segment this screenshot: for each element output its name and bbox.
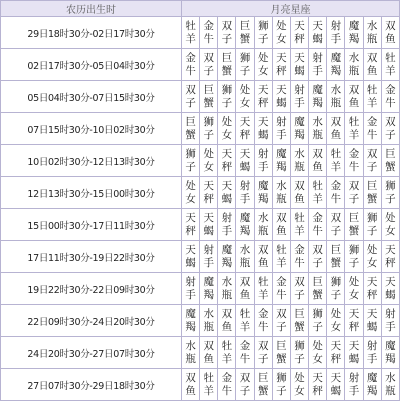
moon-sign-cell: 水 瓶 xyxy=(363,17,381,49)
moon-sign-cell: 双 子 xyxy=(381,113,399,145)
birth-time-range: 10日02时30分-12日13时30分 xyxy=(1,145,182,177)
moon-sign-cell: 处 女 xyxy=(200,145,218,177)
moon-sign-cell: 牡 羊 xyxy=(236,305,254,337)
moon-sign-cell: 天 秤 xyxy=(236,113,254,145)
moon-sign-cell: 双 子 xyxy=(327,209,345,241)
moon-sign-cell: 巨 蟹 xyxy=(381,145,399,177)
moon-sign-cell: 双 子 xyxy=(236,369,254,401)
table-row xyxy=(1,113,400,145)
moon-sign-cell: 射 手 xyxy=(272,113,290,145)
moon-sign-cell: 天 蝎 xyxy=(290,49,308,81)
birth-time-range: 27日07时30分-29日18时30分 xyxy=(1,369,182,401)
birth-time-range: 02日17时30分-05日04时30分 xyxy=(1,49,182,81)
moon-sign-cell: 巨 蟹 xyxy=(254,369,272,401)
moon-sign-cell: 天 秤 xyxy=(290,17,308,49)
moon-sign-cell: 魔 羯 xyxy=(182,305,200,337)
moon-sign-cell: 金 牛 xyxy=(381,81,399,113)
moon-sign-cell: 魔 羯 xyxy=(381,337,399,369)
moon-sign-cell: 牡 羊 xyxy=(272,241,290,273)
moon-sign-cell: 处 女 xyxy=(363,241,381,273)
moon-sign-cell: 天 蝎 xyxy=(218,177,236,209)
moon-sign-cell: 金 牛 xyxy=(327,177,345,209)
moon-sign-cell: 牡 羊 xyxy=(182,17,200,49)
moon-sign-cell: 双 鱼 xyxy=(182,369,200,401)
moon-sign-cell: 双 鱼 xyxy=(381,17,399,49)
moon-sign-cell: 牡 羊 xyxy=(200,369,218,401)
moon-sign-cell: 水 瓶 xyxy=(254,209,272,241)
moon-sign-cell: 金 牛 xyxy=(309,209,327,241)
moon-sign-cell: 水 瓶 xyxy=(345,49,363,81)
moon-sign-cell: 射 手 xyxy=(381,305,399,337)
moon-sign-cell: 牡 羊 xyxy=(254,273,272,305)
moon-sign-cell: 双 子 xyxy=(272,305,290,337)
moon-sign-cell: 处 女 xyxy=(182,177,200,209)
moon-sign-cell: 水 瓶 xyxy=(200,305,218,337)
table-row xyxy=(1,209,400,241)
moon-sign-cell: 牡 羊 xyxy=(363,81,381,113)
moon-sign-cell: 牡 羊 xyxy=(345,113,363,145)
moon-sign-cell: 金 牛 xyxy=(254,305,272,337)
moon-sign-cell: 天 秤 xyxy=(309,369,327,401)
moon-sign-cell: 射 手 xyxy=(218,209,236,241)
birth-time-range: 22日09时30分-24日20时30分 xyxy=(1,305,182,337)
table-row xyxy=(1,145,400,177)
moon-sign-cell: 狮 子 xyxy=(200,113,218,145)
moon-sign-cell: 水 瓶 xyxy=(327,81,345,113)
birth-time-range: 07日15时30分-10日02时30分 xyxy=(1,113,182,145)
table-row xyxy=(1,273,400,305)
birth-time-range: 24日20时30分-27日07时30分 xyxy=(1,337,182,369)
moon-sign-cell: 金 牛 xyxy=(218,369,236,401)
moon-sign-cell: 射 手 xyxy=(254,145,272,177)
moon-sign-cell: 魔 羯 xyxy=(290,113,308,145)
moon-sign-cell: 双 鱼 xyxy=(236,273,254,305)
moon-sign-cell: 牡 羊 xyxy=(290,209,308,241)
moon-sign-cell: 魔 羯 xyxy=(200,273,218,305)
birth-time-range: 29日18时30分-02日17时30分 xyxy=(1,17,182,49)
moon-sign-cell: 天 秤 xyxy=(218,145,236,177)
moon-sign-cell: 魔 羯 xyxy=(345,17,363,49)
moon-sign-cell: 金 牛 xyxy=(200,17,218,49)
moon-sign-cell: 水 瓶 xyxy=(381,369,399,401)
moon-sign-cell: 双 子 xyxy=(345,177,363,209)
moon-sign-cell: 双 子 xyxy=(254,337,272,369)
table-body xyxy=(1,17,400,401)
moon-sign-cell: 牡 羊 xyxy=(381,49,399,81)
moon-sign-cell: 金 牛 xyxy=(182,49,200,81)
moon-sign-cell: 双 鱼 xyxy=(327,113,345,145)
moon-sign-cell: 双 子 xyxy=(309,241,327,273)
table-row xyxy=(1,81,400,113)
moon-sign-cell: 双 鱼 xyxy=(309,145,327,177)
header-row xyxy=(1,1,400,17)
moon-sign-cell: 双 子 xyxy=(363,145,381,177)
moon-sign-cell: 牡 羊 xyxy=(309,177,327,209)
moon-sign-cell: 天 蝎 xyxy=(363,305,381,337)
moon-sign-cell: 狮 子 xyxy=(254,17,272,49)
moon-sign-cell: 天 秤 xyxy=(254,81,272,113)
moon-sign-cell: 双 子 xyxy=(290,273,308,305)
moon-sign-cell: 天 蝎 xyxy=(345,337,363,369)
moon-sign-cell: 射 手 xyxy=(290,81,308,113)
moon-sign-cell: 天 蝎 xyxy=(236,145,254,177)
moon-sign-cell: 射 手 xyxy=(363,337,381,369)
birth-time-range: 17日11时30分-19日22时30分 xyxy=(1,241,182,273)
moon-sign-cell: 水 瓶 xyxy=(236,241,254,273)
moon-sign-cell: 金 牛 xyxy=(272,273,290,305)
moon-sign-cell: 处 女 xyxy=(327,305,345,337)
moon-sign-cell: 处 女 xyxy=(309,337,327,369)
table-row xyxy=(1,49,400,81)
moon-sign-cell: 金 牛 xyxy=(290,241,308,273)
moon-sign-cell: 狮 子 xyxy=(290,337,308,369)
moon-sign-cell: 天 蝎 xyxy=(381,273,399,305)
moon-sign-cell: 天 蝎 xyxy=(272,81,290,113)
moon-sign-cell: 处 女 xyxy=(290,369,308,401)
moon-sign-cell: 水 瓶 xyxy=(309,113,327,145)
moon-sign-cell: 双 鱼 xyxy=(200,337,218,369)
moon-sign-cell: 射 手 xyxy=(200,241,218,273)
birth-time-range: 19日22时30分-22日09时30分 xyxy=(1,273,182,305)
moon-sign-cell: 天 秤 xyxy=(327,337,345,369)
moon-sign-cell: 狮 子 xyxy=(272,369,290,401)
moon-sign-cell: 狮 子 xyxy=(236,49,254,81)
moon-sign-cell: 射 手 xyxy=(182,273,200,305)
moon-sign-cell: 魔 羯 xyxy=(272,145,290,177)
moon-sign-cell: 天 秤 xyxy=(381,241,399,273)
birth-time-range: 05日04时30分-07日15时30分 xyxy=(1,81,182,113)
table-row xyxy=(1,241,400,273)
birth-time-range: 12日13时30分-15日00时30分 xyxy=(1,177,182,209)
moon-sign-cell: 天 秤 xyxy=(182,209,200,241)
moon-sign-cell: 天 秤 xyxy=(363,273,381,305)
moon-sign-cell: 巨 蟹 xyxy=(309,273,327,305)
moon-sign-cell: 天 蝎 xyxy=(200,209,218,241)
moon-sign-cell: 射 手 xyxy=(345,369,363,401)
moon-sign-cell: 处 女 xyxy=(254,49,272,81)
header-moon-sign: 月亮星座 xyxy=(182,1,400,17)
moon-sign-cell: 天 蝎 xyxy=(182,241,200,273)
moon-sign-cell: 处 女 xyxy=(272,17,290,49)
moon-sign-cell: 水 瓶 xyxy=(218,273,236,305)
moon-sign-cell: 天 秤 xyxy=(200,177,218,209)
moon-sign-cell: 射 手 xyxy=(327,17,345,49)
table-row xyxy=(1,177,400,209)
moon-sign-cell: 魔 羯 xyxy=(218,241,236,273)
moon-sign-cell: 双 鱼 xyxy=(218,305,236,337)
moon-sign-cell: 巨 蟹 xyxy=(236,17,254,49)
moon-sign-cell: 巨 蟹 xyxy=(200,81,218,113)
moon-sign-cell: 天 蝎 xyxy=(254,113,272,145)
moon-sign-cell: 魔 羯 xyxy=(363,369,381,401)
moon-sign-cell: 双 子 xyxy=(200,49,218,81)
birth-time-range: 15日00时30分-17日11时30分 xyxy=(1,209,182,241)
moon-sign-cell: 魔 羯 xyxy=(309,81,327,113)
moon-sign-cell: 巨 蟹 xyxy=(363,177,381,209)
moon-sign-cell: 天 蝎 xyxy=(327,369,345,401)
header-birth-time: 农历出生时 xyxy=(1,1,182,17)
moon-sign-cell: 双 鱼 xyxy=(254,241,272,273)
moon-sign-cell: 狮 子 xyxy=(363,209,381,241)
table-row xyxy=(1,337,400,369)
moon-sign-cell: 处 女 xyxy=(345,273,363,305)
moon-sign-cell: 射 手 xyxy=(236,177,254,209)
moon-sign-cell: 狮 子 xyxy=(327,273,345,305)
moon-sign-cell: 天 秤 xyxy=(272,49,290,81)
moon-sign-cell: 处 女 xyxy=(381,209,399,241)
moon-sign-cell: 双 鱼 xyxy=(290,177,308,209)
moon-sign-cell: 狮 子 xyxy=(345,241,363,273)
moon-sign-cell: 巨 蟹 xyxy=(272,337,290,369)
moon-sign-cell: 天 秤 xyxy=(345,305,363,337)
table-row xyxy=(1,305,400,337)
moon-sign-cell: 处 女 xyxy=(236,81,254,113)
moon-sign-cell: 双 子 xyxy=(182,81,200,113)
moon-sign-cell: 魔 羯 xyxy=(236,209,254,241)
moon-sign-cell: 魔 羯 xyxy=(254,177,272,209)
moon-sign-cell: 天 蝎 xyxy=(309,17,327,49)
moon-sign-cell: 巨 蟹 xyxy=(345,209,363,241)
moon-sign-cell: 巨 蟹 xyxy=(182,113,200,145)
moon-sign-cell: 魔 羯 xyxy=(327,49,345,81)
table-row xyxy=(1,369,400,401)
moon-sign-cell: 处 女 xyxy=(218,113,236,145)
moon-sign-cell: 巨 蟹 xyxy=(327,241,345,273)
moon-sign-cell: 狮 子 xyxy=(182,145,200,177)
moon-sign-cell: 水 瓶 xyxy=(182,337,200,369)
moon-sign-cell: 金 牛 xyxy=(236,337,254,369)
moon-sign-cell: 双 鱼 xyxy=(363,49,381,81)
moon-sign-cell: 水 瓶 xyxy=(272,177,290,209)
moon-sign-cell: 金 牛 xyxy=(363,113,381,145)
moon-sign-cell: 金 牛 xyxy=(345,145,363,177)
moon-sign-cell: 巨 蟹 xyxy=(218,49,236,81)
moon-sign-cell: 狮 子 xyxy=(381,177,399,209)
moon-sign-cell: 双 鱼 xyxy=(345,81,363,113)
moon-sign-cell: 双 子 xyxy=(218,17,236,49)
moon-sign-cell: 双 鱼 xyxy=(272,209,290,241)
moon-sign-cell: 狮 子 xyxy=(218,81,236,113)
moon-sign-cell: 牡 羊 xyxy=(327,145,345,177)
table-row xyxy=(1,17,400,49)
moon-sign-cell: 水 瓶 xyxy=(290,145,308,177)
moon-sign-cell: 牡 羊 xyxy=(218,337,236,369)
moon-sign-cell: 巨 蟹 xyxy=(290,305,308,337)
moon-sign-cell: 射 手 xyxy=(309,49,327,81)
moon-sign-cell: 狮 子 xyxy=(309,305,327,337)
